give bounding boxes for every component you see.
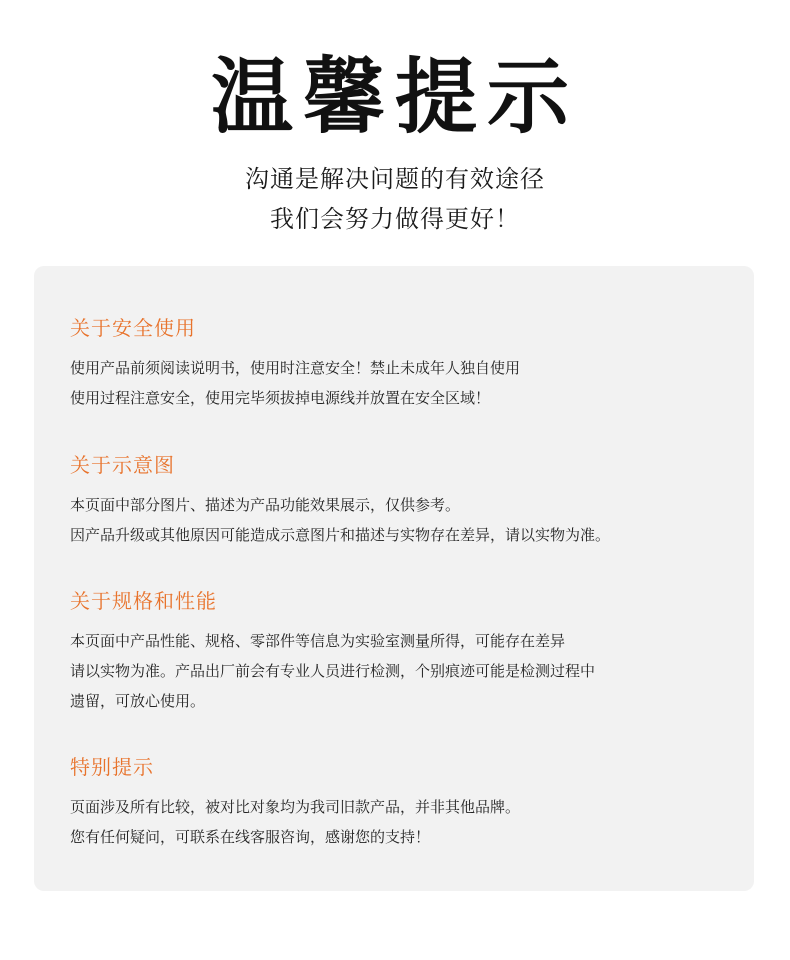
section-safety	[70, 314, 730, 413]
section-special-notice	[70, 753, 730, 852]
section-illustration	[70, 451, 730, 550]
notice-panel	[34, 266, 754, 891]
section-line: 本页面中部分图片、描述为产品功能效果展示，仅供参考。	[70, 496, 461, 514]
section-line: 因产品升级或其他原因可能造成示意图片和描述与实物存在差异，请以实物为准。	[70, 526, 611, 544]
section-line: 页面涉及所有比较，被对比对象均为我司旧款产品，并非其他品牌。	[70, 798, 521, 816]
section-heading: 关于示意图	[70, 453, 175, 477]
section-line: 使用过程注意安全，使用完毕须拔掉电源线并放置在安全区域！	[70, 389, 491, 407]
section-line: 请以实物为准。产品出厂前会有专业人员进行检测，个别痕迹可能是检测过程中	[70, 662, 596, 680]
page-title: 温馨提示	[210, 50, 579, 145]
section-heading: 关于安全使用	[70, 316, 196, 340]
subtitle-line-2: 我们会努力做得更好！	[270, 205, 520, 233]
subtitle-line-1: 沟通是解决问题的有效途径	[245, 165, 545, 193]
section-line: 您有任何疑问，可联系在线客服咨询，感谢您的支持！	[70, 828, 431, 846]
section-line: 使用产品前须阅读说明书，使用时注意安全！禁止未成年人独自使用	[70, 359, 521, 377]
section-line: 遗留，可放心使用。	[70, 692, 206, 710]
section-heading: 关于规格和性能	[70, 589, 217, 613]
section-heading: 特别提示	[70, 755, 154, 779]
section-specs	[70, 587, 730, 716]
section-line: 本页面中产品性能、规格、零部件等信息为实验室测量所得，可能存在差异	[70, 632, 566, 650]
